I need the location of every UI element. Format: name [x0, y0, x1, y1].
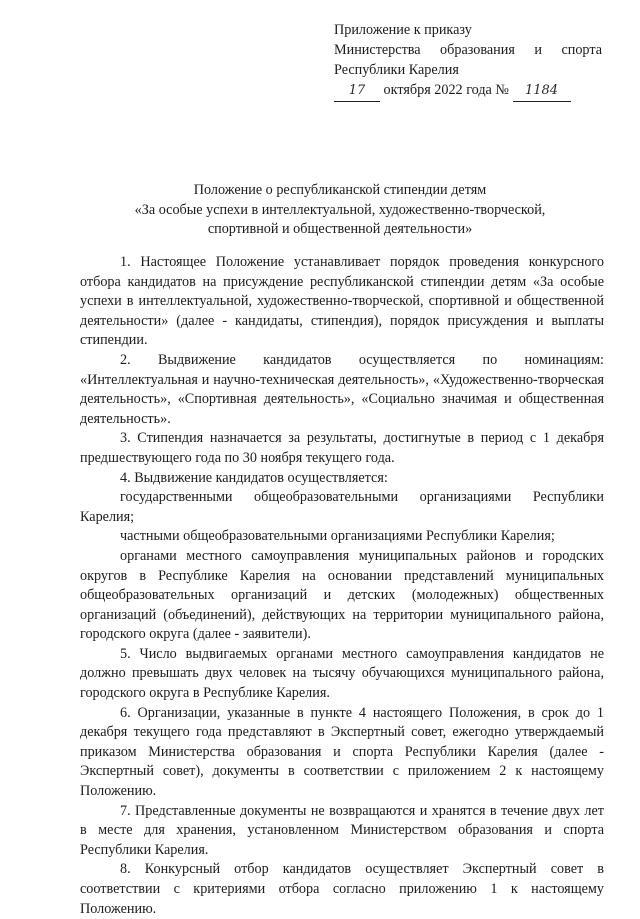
appendix-line-1: Приложение к приказу — [334, 22, 472, 38]
paragraph-6: 6. Организации, указанные в пункте 4 настоящего Положения, в срок до 1 декабря текущего года представляют в Экспертный совет, ежегодно утверждаемый приказом Министерства образования и спорта Республики Карелия (далее - Экспертный совет), документы в соответствии с приложением 2 к настоящему Положению. — [80, 704, 604, 800]
title-line-1: Положение о республиканской стипендии детям — [193, 182, 487, 198]
paragraph-2: 2. Выдвижение кандидатов осуществляется по номинациям: «Интеллектуальная и научно-техническая деятельность», «Художественно-творческая деятельность», «Спортивная деятельность», «Социально значимая и общественная деятельность». — [80, 351, 604, 427]
document-body — [80, 253, 604, 919]
appendix-header — [334, 20, 602, 102]
title-line-2: «За особые успехи в интеллектуальной, художественно-творческой, — [134, 201, 546, 218]
handwritten-order-number: 1184 — [513, 81, 571, 102]
paragraph-4-item-2: частными общеобразовательными организациями Республики Карелия; — [120, 528, 555, 545]
paragraph-7: 7. Представленные документы не возвращаются и хранятся в течение двух лет в месте для хранения, установленном Министерством образования и спорта Республики Карелия. — [80, 802, 604, 858]
date-text: октября 2022 года № — [383, 82, 509, 98]
appendix-line-3: Республики Карелия — [334, 62, 459, 78]
appendix-date-line — [334, 80, 602, 102]
document-title — [70, 181, 610, 240]
appendix-line-2: Министерства образования и спорта — [334, 42, 602, 58]
paragraph-4-item-1: государственными общеобразовательными организациями Республики Карелия; — [80, 489, 604, 525]
paragraph-3: 3. Стипендия назначается за результаты, достигнутые в период с 1 декабря предшествующего года по 30 ноября текущего года. — [80, 430, 604, 466]
paragraph-1: 1. Настоящее Положение устанавливает порядок проведения конкурсного отбора кандидатов на присуждение республиканской стипендии детям «За особые успехи в интеллектуальной, художественно-творческой, спортивной и общественной деятельности» (далее - кандидаты, стипендия), порядок присуждения и выплаты стипендии. — [80, 254, 604, 349]
paragraph-4-item-3: органами местного самоуправления муниципальных районов и городских округов в Республике Карелия на основании представлений муниципальных общеобразовательных организаций и детских (молодежных) общественных организаций (объединений), действующих на территории муниципального района, городского округа (далее - заявители). — [80, 547, 604, 643]
title-line-3: спортивной и общественной деятельности» — [207, 221, 473, 237]
paragraph-4: 4. Выдвижение кандидатов осуществляется: — [120, 469, 388, 486]
handwritten-day: 17 — [334, 81, 380, 102]
paragraph-8: 8. Конкурсный отбор кандидатов осуществляет Экспертный совет в соответствии с критериями отбора согласно приложению 1 к настоящему Положению. — [80, 861, 604, 917]
paragraph-5: 5. Число выдвигаемых органами местного самоуправления кандидатов не должно превышать двух человек на тысячу обучающихся муниципального района, городского округа в Республике Карелия. — [80, 645, 604, 702]
